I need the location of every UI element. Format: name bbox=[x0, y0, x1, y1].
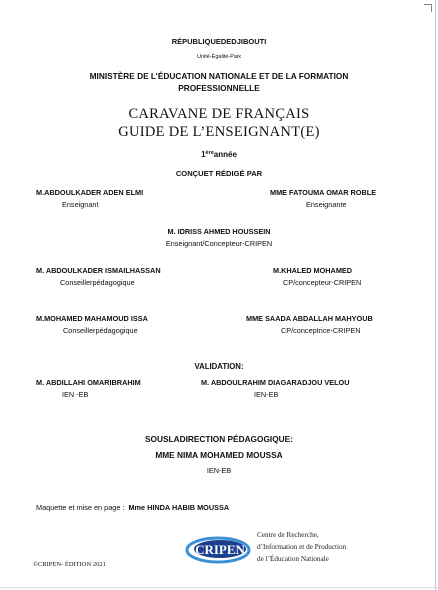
logo-wordmark: CRIPEN bbox=[195, 542, 245, 557]
validation-heading: VALIDATION: bbox=[194, 362, 244, 371]
layout-credit bbox=[36, 503, 229, 512]
sous-direction-heading: SOUSLADIRECTION PÉDAGOGIQUE: bbox=[145, 434, 293, 444]
book-title-line-2: GUIDE DE L’ENSEIGNANT(E) bbox=[118, 124, 320, 140]
page-edge-bottom bbox=[0, 587, 438, 588]
cripen-logo bbox=[184, 533, 256, 565]
crop-mark bbox=[424, 4, 432, 12]
author-role: Enseignant/Concepteur-CRIPEN bbox=[165, 239, 273, 248]
validator-name: M. ABDILLAHI OMARIBRAHIM bbox=[36, 378, 141, 387]
author-role: Enseignant bbox=[62, 200, 99, 209]
grade-word: année bbox=[213, 150, 237, 159]
author-role: Conseillerpédagogique bbox=[60, 278, 135, 287]
national-motto: Unité-Égalité-Paix bbox=[196, 54, 242, 60]
author-name: M. ABDOULKADER ISMAILHASSAN bbox=[36, 266, 161, 275]
sous-direction-role: IEN-EB bbox=[206, 466, 232, 475]
org-name-line-3: de l’Éducation Nationale bbox=[257, 555, 329, 563]
org-name-line-1: Centre de Recherche, bbox=[257, 531, 319, 539]
grade-number: 1 bbox=[201, 150, 206, 159]
author-name: MME SAADA ABDALLAH MAHYOUB bbox=[246, 314, 373, 323]
author-name: M.ABDOULKADER ADEN ELMI bbox=[36, 188, 144, 197]
layout-credit-name: Mme HINDA HABIB MOUSSA bbox=[128, 503, 230, 512]
layout-credit-label: Maquette et mise en page : bbox=[36, 503, 125, 512]
validator-role: IEN-EB bbox=[254, 390, 279, 399]
author-name: M.KHALED MOHAMED bbox=[273, 266, 353, 275]
republic-heading: RÉPUBLIQUEDEDJIBOUTI bbox=[171, 37, 267, 46]
edition-footer: ©CRIPEN- ÉDITION 2021 bbox=[33, 561, 106, 568]
author-name: M. IDRISS AHMED HOUSSEIN bbox=[167, 227, 271, 236]
sous-direction-name: MME NIMA MOHAMED MOUSSA bbox=[155, 450, 283, 460]
author-role: CP/concepteur-CRIPEN bbox=[283, 278, 362, 287]
validator-role: IEN -EB bbox=[62, 390, 89, 399]
author-role: Conseillerpédagogique bbox=[63, 326, 138, 335]
author-name: MME FATOUMA OMAR ROBLE bbox=[270, 188, 377, 197]
ministry-line-1: MINISTÈRE DE L’ÉDUCATION NATIONALE ET DE LA FORMATION bbox=[89, 71, 349, 81]
author-role: Enseignante bbox=[306, 200, 347, 209]
ministry-line-2: PROFESSIONNELLE bbox=[178, 83, 260, 93]
credit-heading: CONÇUET RÉDIGÉ PAR bbox=[175, 169, 263, 178]
validator-name: M. ABDOULRAHIM DIAGARADJOU VELOU bbox=[201, 378, 350, 387]
grade-level bbox=[0, 150, 438, 159]
grade-superscript: ère bbox=[205, 150, 214, 156]
book-title-line-1: CARAVANE DE FRANÇAIS bbox=[128, 106, 310, 122]
author-name: M.MOHAMED MAHAMOUD ISSA bbox=[36, 314, 148, 323]
org-name-line-2: d’Information et de Production bbox=[257, 543, 347, 551]
author-role: CP/conceptrice-CRIPEN bbox=[281, 326, 361, 335]
